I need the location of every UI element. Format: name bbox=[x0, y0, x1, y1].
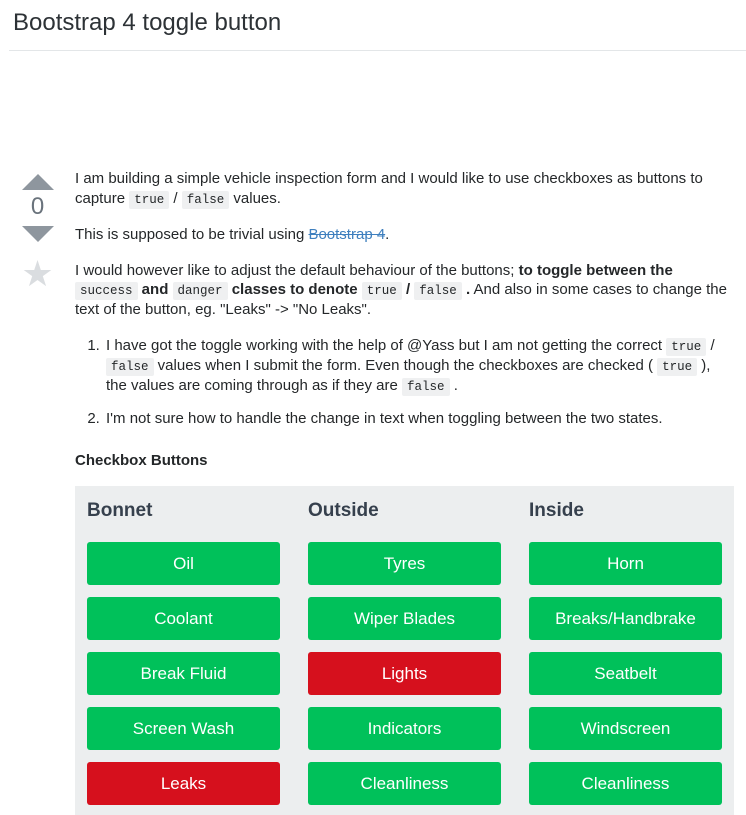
toggle-button-breaks-handbrake[interactable]: Breaks/Handbrake bbox=[529, 597, 722, 640]
inline-code: false bbox=[106, 358, 154, 376]
text-run: values. bbox=[229, 189, 281, 207]
toggle-button-screen-wash[interactable]: Screen Wash bbox=[87, 707, 280, 750]
text-run: I am building a simple vehicle inspection form and I would like to use checkboxes as buttons to capture bbox=[75, 170, 703, 207]
toggle-button-leaks[interactable]: Leaks bbox=[87, 762, 280, 805]
question-paragraphs bbox=[75, 169, 735, 320]
text-run: This is supposed to be trivial using bbox=[75, 225, 309, 243]
toggle-button-windscreen[interactable]: Windscreen bbox=[529, 707, 722, 750]
bold-text: and bbox=[137, 281, 173, 299]
page-title: Bootstrap 4 toggle button bbox=[13, 9, 282, 36]
inline-code: false bbox=[182, 191, 230, 209]
text-run: I have got the toggle working with the help of @Yass but I am not getting the correct bbox=[106, 336, 667, 354]
column-header: Bonnet bbox=[87, 499, 153, 521]
column-header: Inside bbox=[529, 499, 584, 521]
text-run: ), the values are coming through as if they are bbox=[106, 356, 711, 394]
text-run: I would however like to adjust the default behaviour of the buttons; bbox=[75, 261, 519, 279]
demo-column-bonnet bbox=[87, 495, 280, 806]
toggle-button-cleanliness[interactable]: Cleanliness bbox=[529, 762, 722, 805]
question-list bbox=[75, 336, 735, 429]
toggle-button-break-fluid[interactable]: Break Fluid bbox=[87, 652, 280, 695]
text-run: I'm not sure how to handle the change in text when toggling between the two states. bbox=[106, 410, 663, 428]
bold-text: / bbox=[401, 281, 415, 299]
vote-column bbox=[0, 169, 75, 815]
inline-code: danger bbox=[173, 282, 228, 300]
toggle-button-wiper-blades[interactable]: Wiper Blades bbox=[308, 597, 501, 640]
demo-panel bbox=[75, 486, 734, 815]
inline-code: true bbox=[362, 282, 402, 300]
inline-code: false bbox=[414, 282, 462, 300]
toggle-button-coolant[interactable]: Coolant bbox=[87, 597, 280, 640]
inline-code: false bbox=[402, 378, 450, 396]
toggle-button-seatbelt[interactable]: Seatbelt bbox=[529, 652, 722, 695]
inline-code: true bbox=[666, 338, 706, 356]
demo-subheading: Checkbox Buttons bbox=[75, 452, 208, 470]
text-run: And also in some cases to change the text of the button, eg. "Leaks" -> "No Leaks". bbox=[75, 281, 727, 319]
toggle-button-horn[interactable]: Horn bbox=[529, 542, 722, 585]
demo-grid bbox=[87, 495, 722, 806]
inline-code: success bbox=[75, 282, 138, 300]
favorite-star-icon[interactable]: ★ bbox=[21, 252, 54, 294]
toggle-button-indicators[interactable]: Indicators bbox=[308, 707, 501, 750]
demo-column-inside bbox=[529, 495, 722, 806]
toggle-button-tyres[interactable]: Tyres bbox=[308, 542, 501, 585]
title-divider bbox=[9, 50, 746, 51]
paragraph bbox=[75, 261, 735, 320]
bold-text: to toggle between the bbox=[518, 261, 673, 279]
toggle-button-lights[interactable]: Lights bbox=[308, 652, 501, 695]
toggle-button-oil[interactable]: Oil bbox=[87, 542, 280, 585]
vote-count: 0 bbox=[30, 193, 45, 221]
text-run: / bbox=[169, 189, 182, 207]
column-header: Outside bbox=[308, 499, 379, 521]
toggle-button-cleanliness[interactable]: Cleanliness bbox=[308, 762, 501, 805]
inline-code: true bbox=[657, 358, 697, 376]
paragraph bbox=[75, 225, 735, 245]
demo-column-outside bbox=[308, 495, 501, 806]
bootstrap-4-link[interactable]: Bootstrap 4 bbox=[308, 225, 386, 243]
upvote-arrow-icon[interactable] bbox=[22, 174, 54, 190]
question-body bbox=[75, 169, 746, 815]
text-run: . bbox=[449, 376, 458, 394]
list-item bbox=[104, 409, 735, 429]
list-item bbox=[104, 336, 735, 395]
downvote-arrow-icon[interactable] bbox=[22, 226, 54, 242]
inline-code: true bbox=[129, 191, 169, 209]
text-run: values when I submit the form. Even though the checkboxes are checked ( bbox=[153, 356, 658, 374]
bold-text: . bbox=[461, 281, 471, 299]
question-post bbox=[0, 169, 746, 815]
paragraph bbox=[75, 169, 735, 209]
bold-text: classes to denote bbox=[227, 281, 362, 299]
text-run: . bbox=[385, 225, 390, 243]
text-run: / bbox=[706, 336, 715, 354]
